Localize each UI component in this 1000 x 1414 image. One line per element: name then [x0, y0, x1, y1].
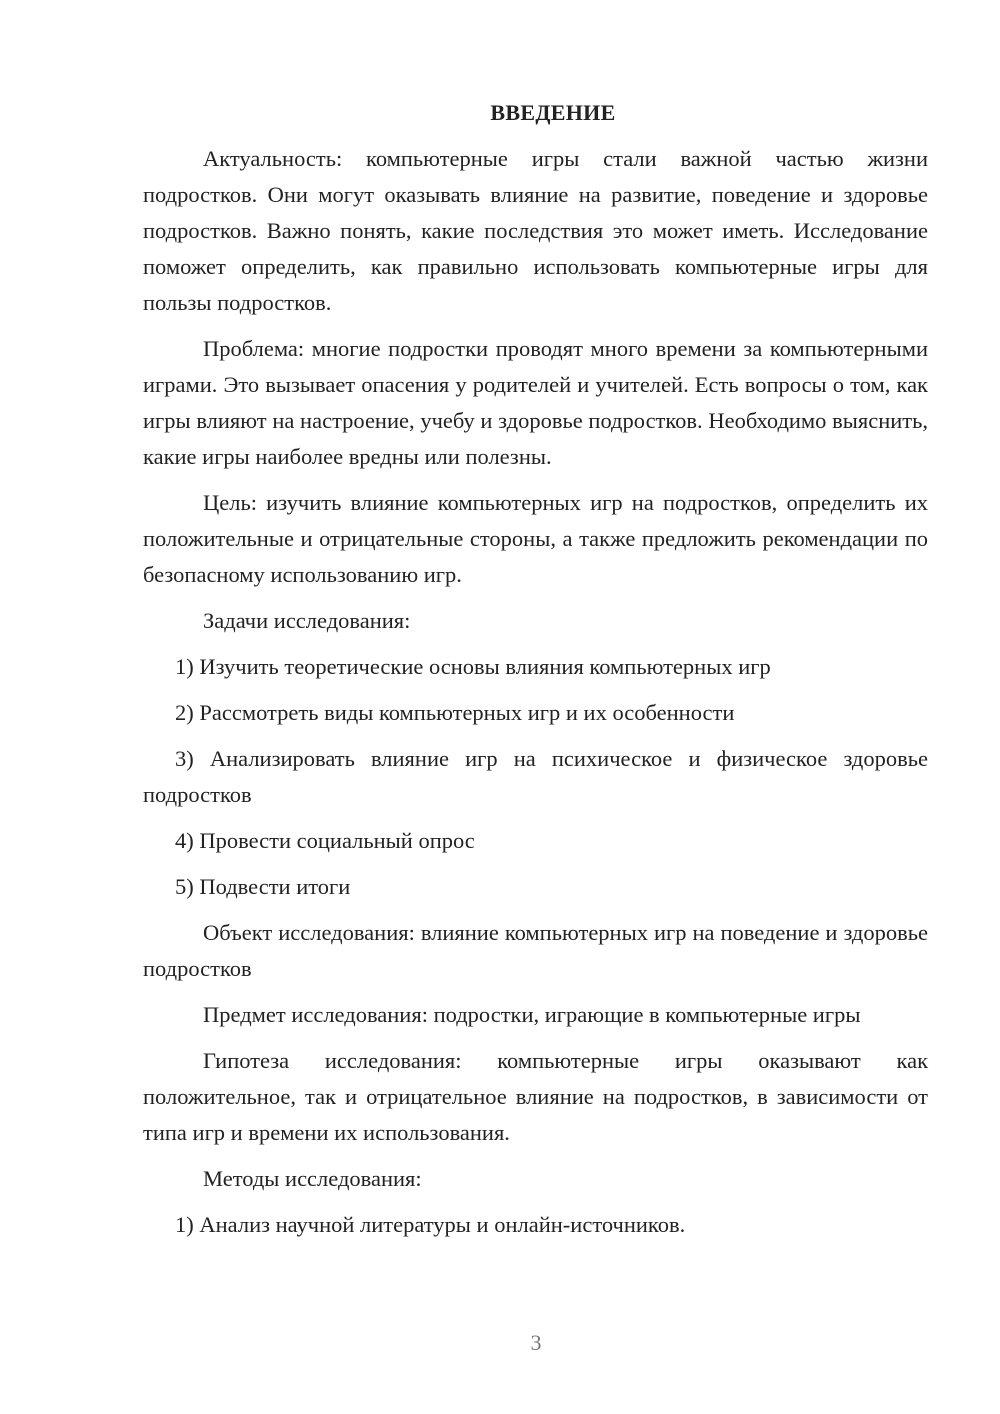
task-item: 3) Анализировать влияние игр на психическое и физическое здоровье подростков: [143, 746, 928, 807]
subject-paragraph: Предмет исследования: подростки, играющие в компьютерные игры: [203, 1002, 861, 1027]
goal-paragraph: Цель: изучить влияние компьютерных игр на подростков, определить их положительные и отрицательные стороны, а также предложить рекомендации по безопасному использованию игр.: [143, 490, 928, 587]
problem-paragraph: Проблема: многие подростки проводят много времени за компьютерными играми. Это вызывает опасения у родителей и учителей. Есть вопросы о том, как игры влияют на настроение, учебу и здоровье подростков. Необходимо выяснить, какие игры наиболее вредны или полезны.: [143, 336, 928, 469]
relevance-paragraph: Актуальность: компьютерные игры стали важной частью жизни подростков. Они могут оказывать влияние на развитие, поведение и здоровье подростков. Важно понять, какие последствия это может иметь. Исследование поможет определить, как правильно использовать компьютерные игры для пользы подростков.: [143, 146, 928, 315]
task-item: 4) Провести социальный опрос: [175, 828, 475, 853]
object-paragraph: Объект исследования: влияние компьютерных игр на поведение и здоровье подростков: [143, 920, 928, 981]
page-content: [143, 95, 928, 1253]
hypothesis-paragraph: Гипотеза исследования: компьютерные игры оказывают как положительное, так и отрицательное влияние на подростков, в зависимости от типа игр и времени их использования.: [143, 1048, 928, 1145]
task-item: 1) Изучить теоретические основы влияния компьютерных игр: [175, 654, 771, 679]
method-item: 1) Анализ научной литературы и онлайн-источников.: [175, 1212, 686, 1237]
task-item: 5) Подвести итоги: [175, 874, 351, 899]
section-title: ВВЕДЕНИЕ: [490, 100, 616, 125]
page-number: 3: [530, 1330, 542, 1355]
methods-heading: Методы исследования:: [203, 1166, 422, 1191]
tasks-heading: Задачи исследования:: [203, 608, 411, 633]
task-item: 2) Рассмотреть виды компьютерных игр и их особенности: [175, 700, 735, 725]
